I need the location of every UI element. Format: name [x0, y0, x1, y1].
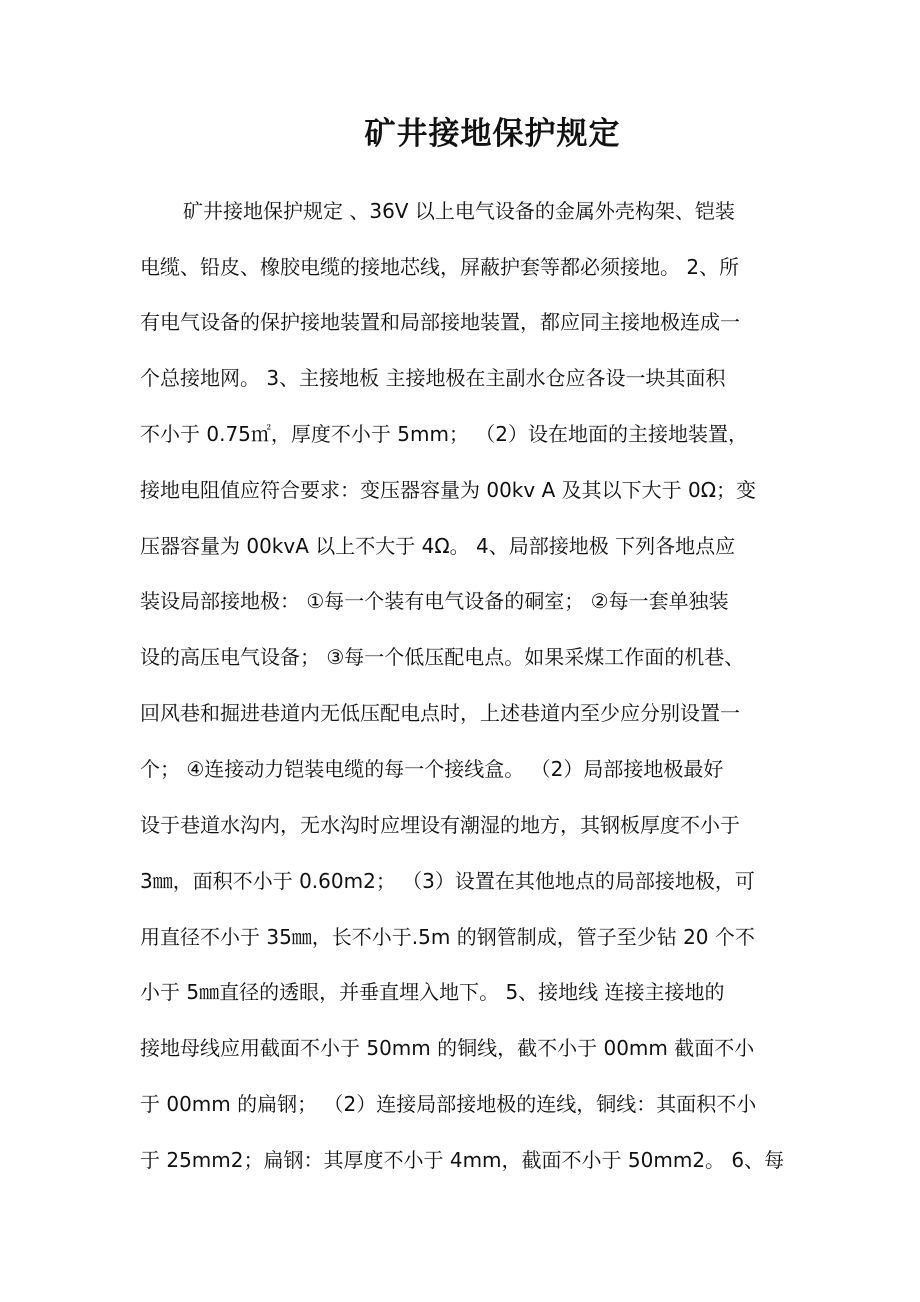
paragraph-line: 个总接地网。 3、主接地板 主接地极在主副水仓应各设一块其面积	[140, 366, 726, 390]
paragraph-line: 有电气设备的保护接地装置和局部接地装置，都应同主接地极连成一	[140, 310, 740, 334]
paragraph-line: 回风巷和掘进巷道内无低压配电点时，上述巷道内至少应分别设置一	[140, 701, 740, 725]
paragraph-line: 设的高压电气设备； ③每一个低压配电点。如果采煤工作面的机巷、	[140, 645, 745, 669]
paragraph-line: 矿井接地保护规定 、36V 以上电气设备的金属外壳构架、铠装	[183, 199, 735, 223]
paragraph-line: 3㎜，面积不小于 0.60m2； （3）设置在其他地点的局部接地极，可	[140, 869, 755, 893]
paragraph-line: 不小于 0.75㎡，厚度不小于 5mm； （2）设在地面的主接地装置，	[140, 422, 749, 446]
paragraph-line: 装设局部接地极： ①每一个装有电气设备的硐室； ②每一套单独装	[140, 589, 729, 613]
paragraph-line: 用直径不小于 35㎜，长不小于.5m 的钢管制成，管子至少钻 20 个不	[140, 925, 755, 949]
document-title: 矿井接地保护规定	[364, 116, 621, 152]
paragraph-line: 于 00mm 的扁钢； （2）连接局部接地极的连线，铜线：其面积不小	[140, 1092, 757, 1116]
paragraph-line: 接地母线应用截面不小于 50mm 的铜线，截不小于 00mm 截面不小	[140, 1036, 755, 1060]
paragraph-line: 接地电阻值应符合要求：变压器容量为 00kv A 及其以下大于 0Ω；变	[140, 478, 756, 502]
paragraph-line: 设于巷道水沟内，无水沟时应埋设有潮湿的地方，其钢板厚度不小于	[140, 813, 740, 837]
paragraph-line: 电缆、铅皮、橡胶电缆的接地芯线，屏蔽护套等都必须接地。 2、所	[140, 255, 740, 279]
paragraph-line: 于 25mm2；扁钢：其厚度不小于 4mm，截面不小于 50mm2。 6、每	[140, 1148, 785, 1172]
paragraph-line: 小于 5㎜直径的透眼，并垂直埋入地下。 5、接地线 连接主接地的	[140, 980, 725, 1004]
paragraph-line: 个； ④连接动力铠装电缆的每一个接线盒。 （2）局部接地极最好	[140, 757, 724, 781]
paragraph-line: 压器容量为 00kvA 以上不大于 4Ω。 4、局部接地极 下列各地点应	[140, 534, 736, 558]
